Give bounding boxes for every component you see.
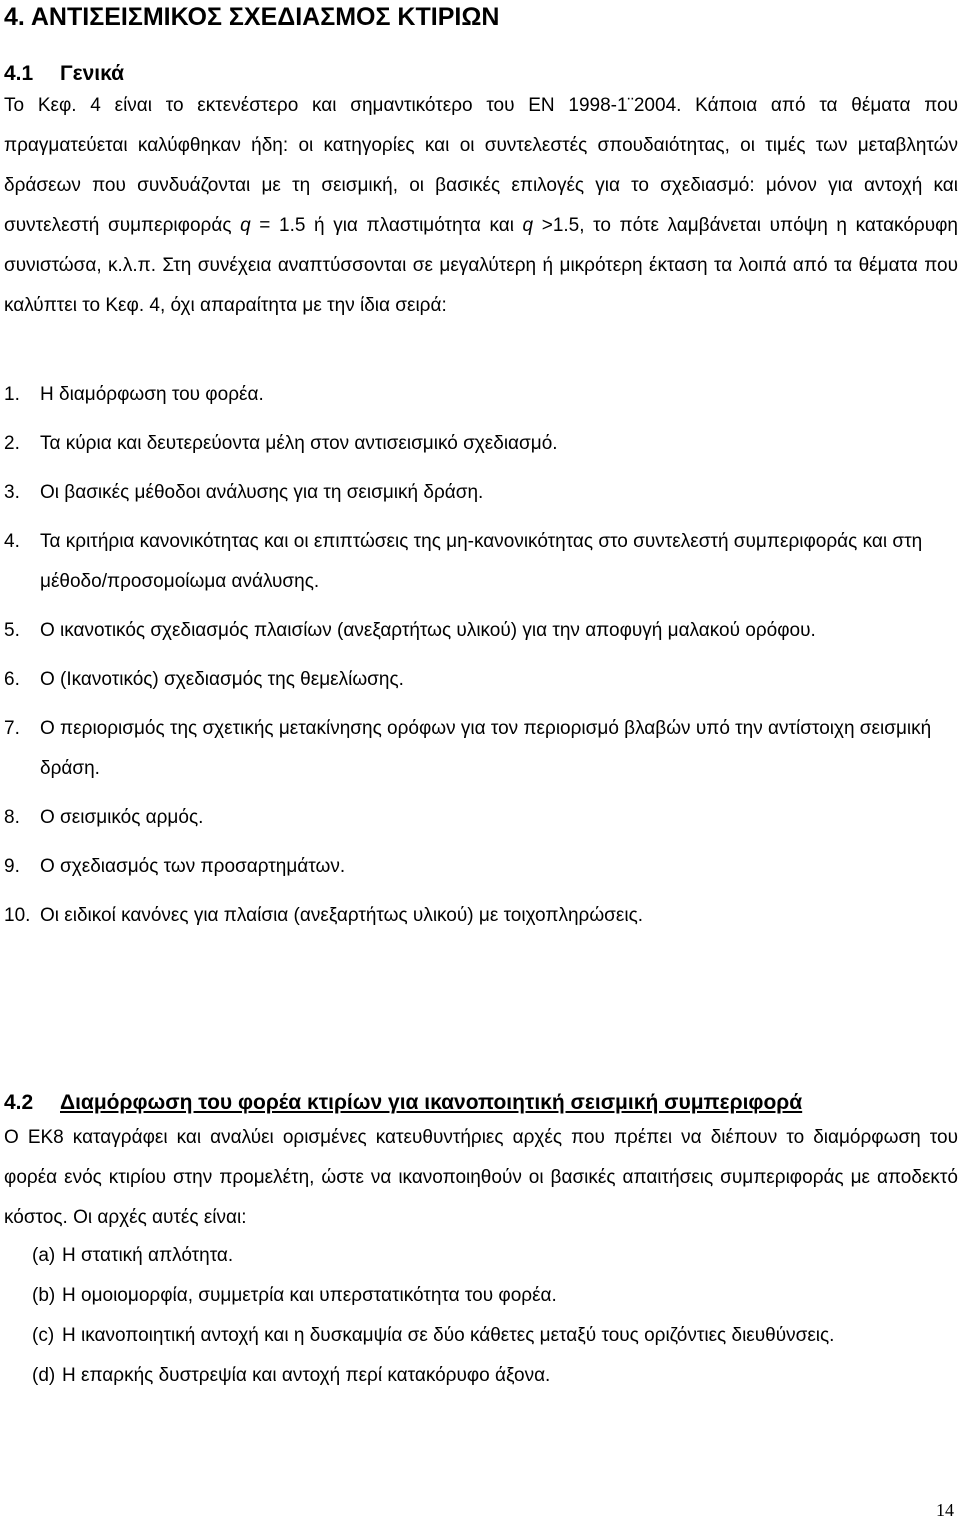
page-number: 14 [936,1500,954,1520]
list-item: (a) Η στατική απλότητα. [32,1245,234,1266]
section-heading-4-2 [4,1088,802,1118]
list-item: (c) Η ικανοποιητική αντοχή και η δυσκαμψία σε δύο κάθετες μεταξύ τους οριζόντιες διευθύνσεις. [32,1325,835,1346]
list-item: 6. Ο (Ικανοτικός) σχεδιασμός της θεμελίωσης. [4,669,404,690]
section-number: 4.2 [4,1091,34,1114]
section-number: 4.1 [4,62,34,85]
intro-text-part-2: = 1.5 ή για πλαστιμότητα και [250,215,523,236]
section-title: Γενικά [60,62,125,85]
behavior-factor-symbol: q [240,215,251,236]
list-item: 2. Τα κύρια και δευτερεύοντα μέλη στον αντισεισμικό σχεδιασμό. [4,433,558,454]
list-item: 4. Τα κριτήρια κανονικότητας και οι επιπτώσεις της μη-κανονικότητας στο συντελεστή συμπεριφοράς και στη μέθοδο/προσομοίωμα ανάλυσης. [4,531,923,592]
intro-text-part-1: Το Κεφ. 4 είναι το εκτενέστερο και σημαντικότερο του ΕΝ 1998-1¨2004. Κάποια από τα θέματα που πραγματεύεται καλύφθηκαν ήδη: οι κατηγορίες και οι συντελεστές σπουδαιότητας, οι τιμές των μεταβλητών δράσεων που συνδυάζονται με τη σεισμική, οι βασικές επιλογές για το σχεδιασμό: μόνον για αντοχή και συντελεστή συμπεριφοράς [4,95,958,236]
list-item: 1. Η διαμόρφωση του φορέα. [4,384,264,405]
section-heading-4-1 [4,61,124,87]
list-item: (d) Η επαρκής δυστρεψία και αντοχή περί κατακόρυφο άξονα. [32,1365,551,1386]
list-item: 3. Οι βασικές μέθοδοι ανάλυσης για τη σεισμική δράση. [4,482,484,503]
section-2-paragraph: Ο ΕΚ8 καταγράφει και αναλύει ορισμένες κατευθυντήριες αρχές που πρέπει να διέπουν το διαμόρφωση του φορέα ενός κτιρίου στην προμελέτη, ώστε να ικανοποιηθούν οι βασικές απαιτήσεις συμπεριφοράς με αποδεκτό κόστος. Οι αρχές αυτές είναι: [4,1127,958,1228]
list-item: (b) Η ομοιομορφία, συμμετρία και υπερστατικότητα του φορέα. [32,1285,557,1306]
list-item: 8. Ο σεισμικός αρμός. [4,807,204,828]
section-intro-paragraph [4,86,958,326]
list-item: 10. Οι ειδικοί κανόνες για πλαίσια (ανεξαρτήτως υλικού) με τοιχοπληρώσεις. [4,905,644,926]
list-item: 5. Ο ικανοτικός σχεδιασμός πλαισίων (ανεξαρτήτως υλικού) για την αποφυγή μαλακού ορόφου. [4,620,816,641]
intro-text-part-3: >1.5, το πότε λαμβάνεται υπόψη η κατακόρυφη συνιστώσα, κ.λ.π. Στη συνέχεια αναπτύσσονται σε μεγαλύτερη ή μικρότερη έκταση τα λοιπά από τα θέματα που καλύπτει το Κεφ. 4, όχι απαραίτητα με την ίδια σειρά: [4,215,958,316]
principles-list [32,1236,958,1396]
chapter-title: 4. ΑΝΤΙΣΕΙΣΜΙΚΟΣ ΣΧΕΔΙΑΣΜΟΣ ΚΤΙΡΙΩΝ [4,3,500,31]
behavior-factor-symbol: q [522,215,534,236]
list-item: 7. Ο περιορισμός της σχετικής μετακίνησης ορόφων για τον περιορισμό βλαβών υπό την αντίστοιχη σεισμική δράση. [4,718,932,779]
list-item: 9. Ο σχεδιασμός των προσαρτημάτων. [4,856,346,877]
topics-list [4,375,958,945]
section-title: Διαμόρφωση του φορέα κτιρίων για ικανοποιητική σεισμική συμπεριφορά [60,1091,803,1114]
